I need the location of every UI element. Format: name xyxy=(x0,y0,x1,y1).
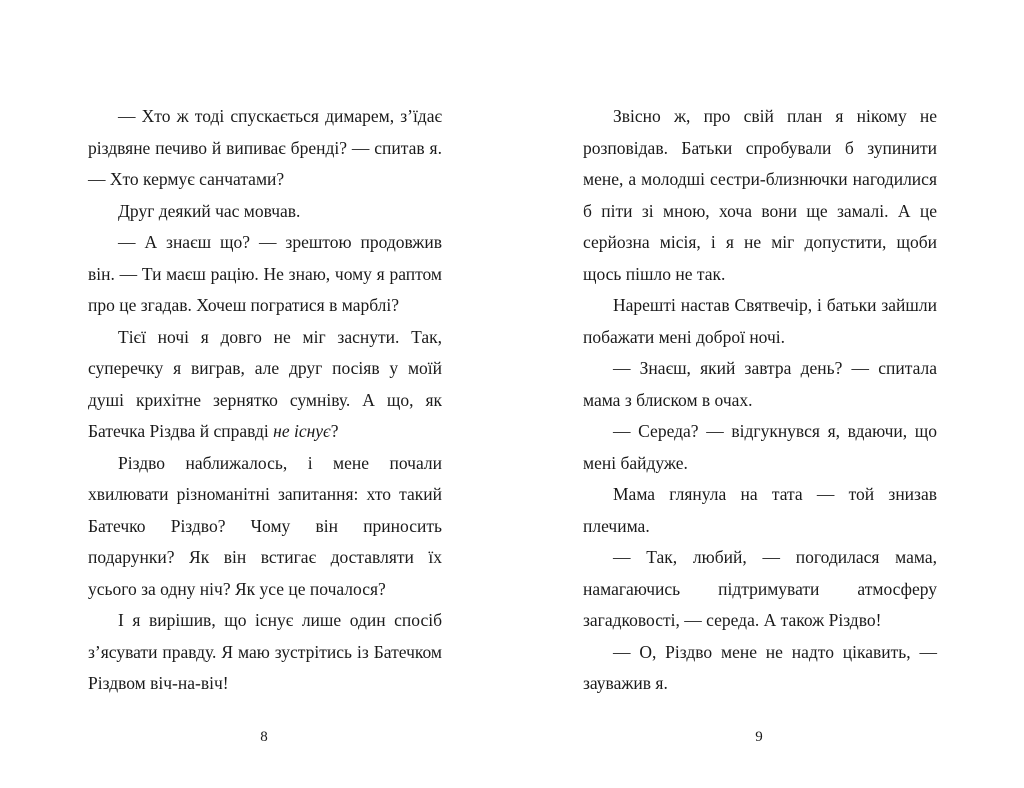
paragraph: Різдво наближалось, і мене почали хвилювати різноманітні запитання: хто такий Батечко Різдво? Чому він приносить подарунки? Як він встигає доставляти їх усього за одну ніч? Як усе це почалося? xyxy=(88,452,442,599)
paragraph xyxy=(88,322,442,448)
right-page xyxy=(512,0,1024,788)
left-page-text xyxy=(88,101,442,700)
right-page-text xyxy=(583,101,937,700)
paragraph-text-end: ? xyxy=(330,421,339,441)
paragraph: Друг деякий час мовчав. xyxy=(118,200,301,221)
paragraph-text: Тієї ночі я довго не міг заснути. Так, суперечку я виграв, але друг посіяв у моїй душі крихітне зернятко сумніву. А що, як Батечка Різдва й справді xyxy=(88,326,442,441)
paragraph: Звісно ж, про свій план я нікому не розповідав. Батьки спробували б зупинити мене, а молодші сестри-близнючки нагодилися б піти зі мною, хоча вони ще замалі. А це серйозна місія, і я не міг допустити, щоби щось пішло не так. xyxy=(583,106,937,284)
page-number: 8 xyxy=(260,729,268,745)
paragraph: Нарешті настав Святвечір, і батьки зайшли побажати мені доброї ночі. xyxy=(583,295,937,347)
paragraph: — Знаєш, який завтра день? — спитала мама з блиском в очах. xyxy=(583,358,937,410)
italic-emphasis: не існує xyxy=(273,421,331,441)
paragraph: — О, Різдво мене не надто цікавить, — зауважив я. xyxy=(583,641,937,693)
paragraph: — Так, любий, — погодилася мама, намагаючись підтримувати атмосферу загадковості, — середа. А також Різдво! xyxy=(583,547,937,630)
paragraph: Мама глянула на тата — той знизав плечима. xyxy=(583,484,937,536)
paragraph: — А знаєш що? — зрештою продовжив він. — Ти маєш рацію. Не знаю, чому я раптом про це згадав. Хочеш погратися в марблі? xyxy=(88,232,442,315)
page-number: 9 xyxy=(755,729,763,745)
paragraph: І я вирішив, що існує лише один спосіб з’ясувати правду. Я маю зустрітись із Батечком Різдвом віч-на-віч! xyxy=(88,610,442,693)
paragraph: — Хто ж тоді спускається димарем, з’їдає різдвяне печиво й випиває бренді? — спитав я. — Хто кермує санчатами? xyxy=(88,106,442,189)
paragraph: — Середа? — відгукнувся я, вдаючи, що мені байдуже. xyxy=(583,421,937,473)
